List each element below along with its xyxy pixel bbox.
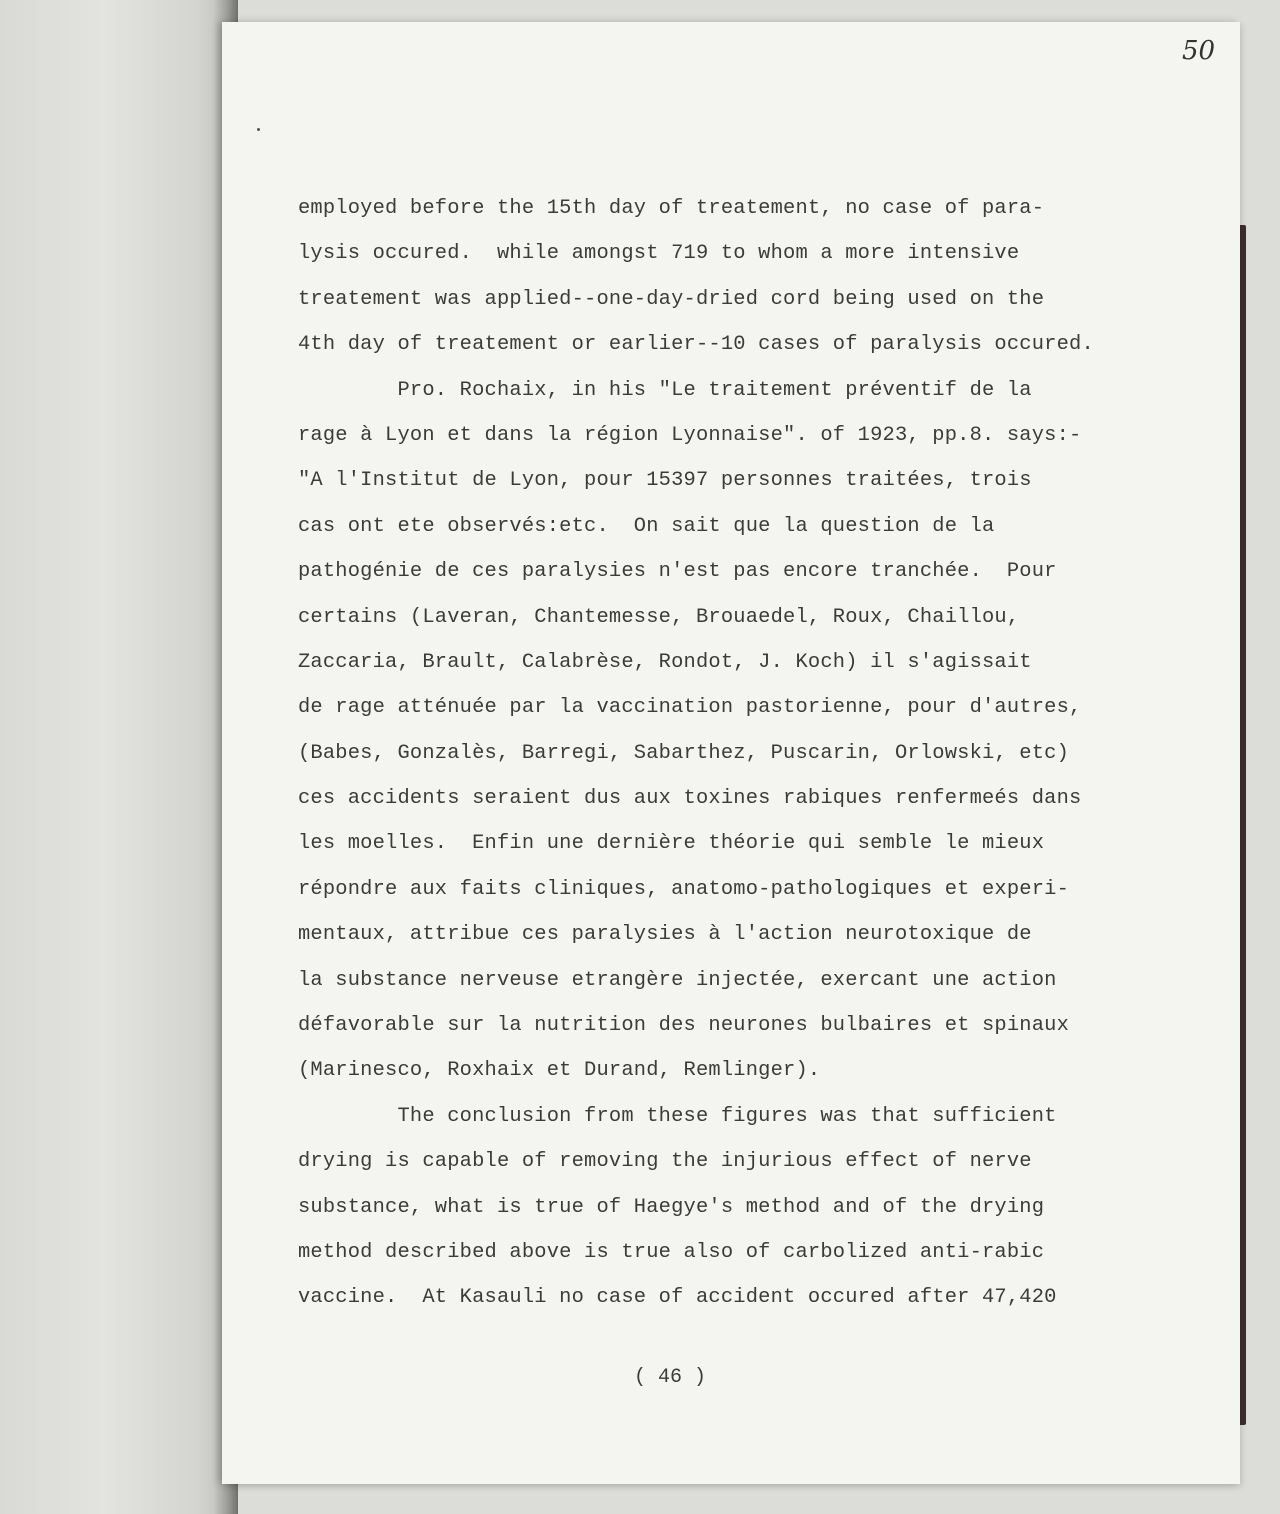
text-line: les moelles. Enfin une dernière théorie qui semble le mieux xyxy=(298,832,1045,856)
text-line: Zaccaria, Brault, Calabrèse, Rondot, J. Koch) il s'agissait xyxy=(298,650,1032,674)
text-line: cas ont ete observés:etc. On sait que la question de la xyxy=(298,514,995,538)
text-line: (Marinesco, Roxhaix et Durand, Remlinger). xyxy=(298,1059,821,1083)
text-line: défavorable sur la nutrition des neurones bulbaires et spinaux xyxy=(298,1014,1070,1038)
text-line: Pro. Rochaix, in his "Le traitement préventif de la xyxy=(298,378,1032,402)
text-line: rage à Lyon et dans la région Lyonnaise". of 1923, pp.8. says:- xyxy=(298,423,1082,447)
text-line: "A l'Institut de Lyon, pour 15397 personnes traitées, trois xyxy=(298,469,1032,493)
text-line: pathogénie de ces paralysies n'est pas encore tranchée. Pour xyxy=(298,560,1057,584)
text-line: de rage atténuée par la vaccination pastorienne, pour d'autres, xyxy=(298,696,1082,720)
text-line: la substance nerveuse etrangère injectée, exercant une action xyxy=(298,968,1057,992)
text-line: répondre aux faits cliniques, anatomo-pathologiques et experi- xyxy=(298,877,1070,901)
text-line: method described above is true also of carbolized anti-rabic xyxy=(298,1240,1045,1264)
text-line: (Babes, Gonzalès, Barregi, Sabarthez, Puscarin, Orlowski, etc) xyxy=(298,741,1070,765)
left-facing-page xyxy=(0,0,232,1514)
text-line: substance, what is true of Haegye's method and of the drying xyxy=(298,1195,1045,1219)
text-line: 4th day of treatement or earlier--10 cases of paralysis occured. xyxy=(298,333,1094,357)
text-line: lysis occured. while amongst 719 to whom a more intensive xyxy=(298,242,1020,266)
text-line: drying is capable of removing the injurious effect of nerve xyxy=(298,1150,1032,1174)
text-line: The conclusion from these figures was that sufficient xyxy=(298,1104,1057,1128)
text-line: mentaux, attribue ces paralysies à l'action neurotoxique de xyxy=(298,923,1032,947)
text-line: vaccine. At Kasauli no case of accident occured after 47,420 xyxy=(298,1286,1057,1310)
text-line: employed before the 15th day of treatement, no case of para- xyxy=(298,197,1045,220)
page-footer-number: ( 46 ) xyxy=(633,1366,706,1389)
typed-body-text xyxy=(298,186,1178,1321)
page-speck xyxy=(257,128,260,131)
text-line: certains (Laveran, Chantemesse, Brouaedel, Roux, Chaillou, xyxy=(298,605,1020,629)
text-line: treatement was applied--one-day-dried cord being used on the xyxy=(298,287,1045,311)
text-line: ces accidents seraient dus aux toxines rabiques renfermeés dans xyxy=(298,787,1082,811)
handwritten-folio-number: 50 xyxy=(1182,36,1216,66)
